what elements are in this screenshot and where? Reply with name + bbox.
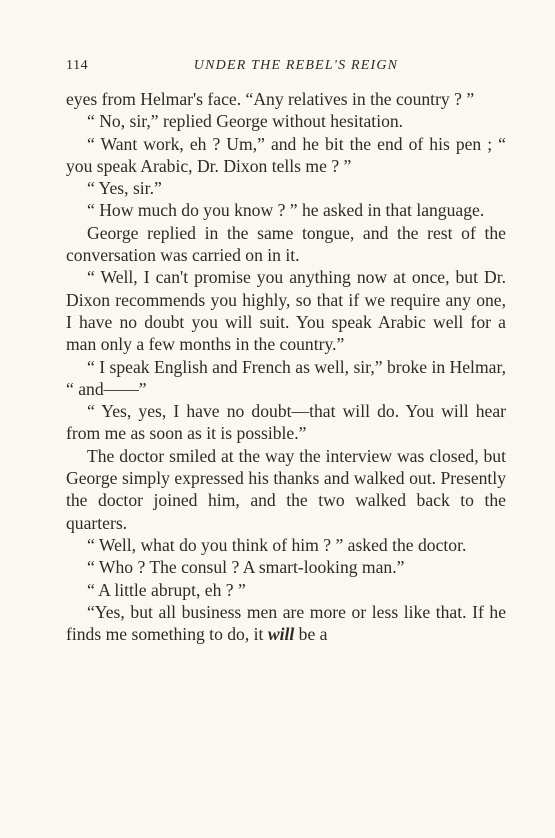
page-number: 114 [66,58,89,73]
paragraph: “ No, sir,” replied George without hesitation. [87,111,404,132]
paragraph: “ Yes, yes, I have no doubt—that will do. You will hear from me as soon as it is possible.” [66,401,506,444]
running-title: UNDER THE REBEL'S REIGN [193,58,399,73]
paragraph: “ Want work, eh ? Um,” and he bit the end of his pen ; “ you speak Arabic, Dr. Dixon tells me ? ” [66,133,506,176]
paragraph: The doctor smiled at the way the interview was closed, but George simply expressed his thanks and walked out. Presently the doctor joined him, and the two walked back to the quarters. [66,445,506,533]
paragraph: “ Yes, sir.” [87,178,162,199]
body-text [66,88,506,645]
paragraph: George replied in the same tongue, and the rest of the conversation was carried on in it. [66,222,506,266]
paragraph: “ Well, what do you think of him ? ” asked the doctor. [87,534,467,555]
paragraph-text: be a [294,624,328,645]
paragraph: “ Well, I can't promise you anything now at once, but Dr. Dixon recommends you highly, so that if we require any one, I have no doubt you will suit. You speak Arabic well for a man only a few months in the country.” [66,267,506,355]
paragraph: “ A little abrupt, eh ? ” [87,579,246,600]
running-head [66,58,506,80]
paragraph-text: “Yes, but all business men are more or less like that. If he finds me something to do, it [66,601,506,645]
paragraph: “ Who ? The consul ? A smart-looking man.” [87,557,405,578]
paragraph-continued: eyes from Helmar's face. “Any relatives in the country ? ” [66,89,475,109]
paragraph-last [66,601,506,646]
paragraph: “ I speak English and French as well, sir,” broke in Helmar, “ and——” [66,356,506,399]
paragraph: “ How much do you know ? ” he asked in that language. [87,200,485,221]
emphasized-word: will [267,624,295,645]
